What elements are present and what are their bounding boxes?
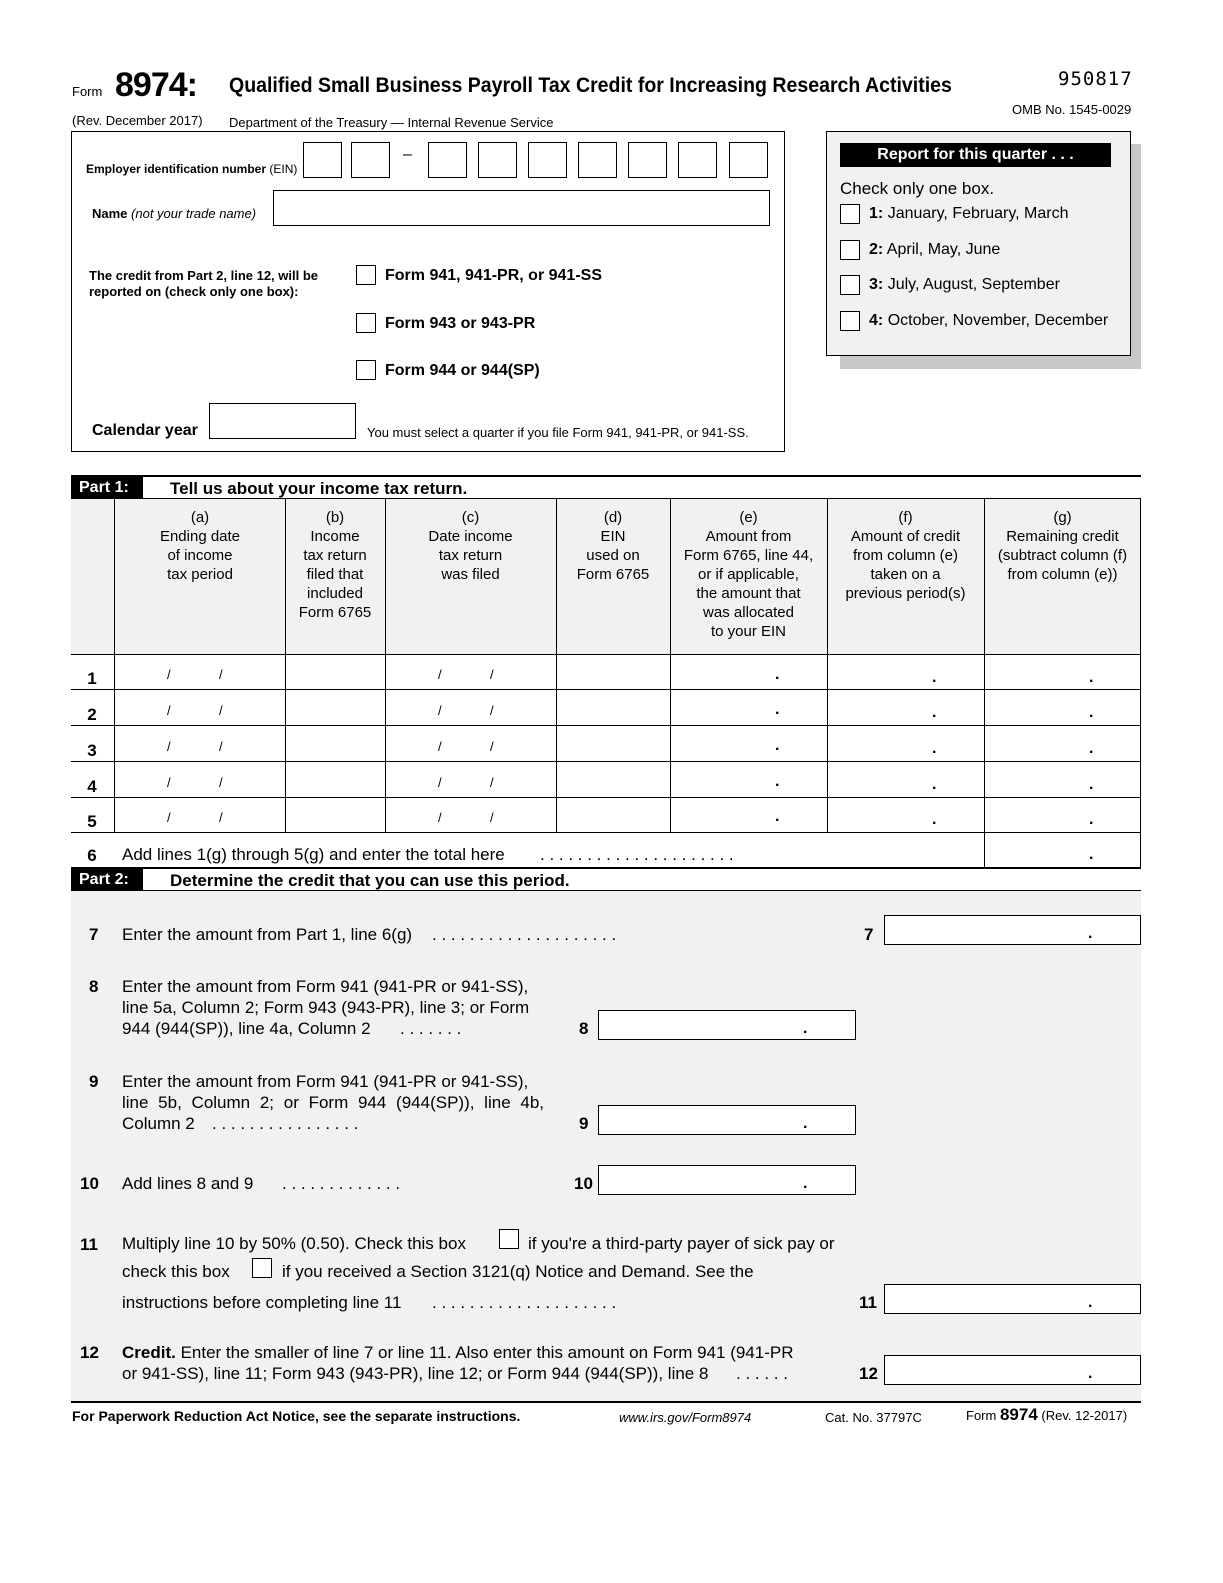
line-9-text-2: line 5b, Column 2; or Form 944 (944(SP)), line 4b, <box>122 1093 545 1112</box>
quarter-2-label: April, May, June <box>886 241 1001 258</box>
row-4-col-e-decimal: . <box>775 773 780 790</box>
form-title: Qualified Small Business Payroll Tax Credit for Increasing Research Activities <box>229 74 952 97</box>
row-1-col-d[interactable] <box>557 655 670 689</box>
row-5-col-a[interactable] <box>115 798 285 832</box>
line-6-decimal: . <box>1089 846 1094 863</box>
line-8-amount[interactable] <box>598 1010 856 1040</box>
quarter-1-row <box>869 205 1069 223</box>
col-line-end <box>1140 498 1141 868</box>
row-2-col-c-slash-1: / <box>438 703 442 718</box>
line-10-amount[interactable] <box>598 1165 856 1195</box>
row-4-col-g-decimal: . <box>1089 776 1094 793</box>
row-5-col-e[interactable] <box>671 798 827 832</box>
part2-bg <box>71 891 1141 1401</box>
row-2-col-f-decimal: . <box>932 704 937 721</box>
row-1-col-a-slash-1: / <box>167 667 171 682</box>
row-5-col-f-decimal: . <box>932 811 937 828</box>
part1-tag: Part 1: <box>71 477 143 498</box>
footer-rev: (Rev. 12-2017) <box>1041 1408 1128 1423</box>
line-11-text-1a: Multiply line 10 by 50% (0.50). Check this box <box>122 1234 466 1253</box>
row-1-col-f-decimal: . <box>932 669 937 686</box>
row-1-col-g[interactable] <box>985 655 1140 689</box>
ein-digit-2[interactable] <box>351 142 390 178</box>
line-9-leader: . . . . . . . . . . . . . . . . <box>212 1114 359 1133</box>
revision: (Rev. December 2017) <box>72 113 203 128</box>
ein-digit-4[interactable] <box>478 142 517 178</box>
third-party-sick-pay-checkbox[interactable] <box>499 1229 519 1249</box>
row-2-col-c-slash-2: / <box>490 703 494 718</box>
col-a-header: (a) Ending date of income tax period <box>159 509 241 583</box>
ein-label: Employer identification number <box>86 162 267 176</box>
line-6-total[interactable] <box>985 833 1140 867</box>
quarter-3-label: July, August, September <box>887 276 1060 293</box>
line-11-leader: . . . . . . . . . . . . . . . . . . . . <box>432 1293 617 1312</box>
name-hint: (not your trade name) <box>131 206 257 221</box>
barcode-code: 950817 <box>1058 68 1133 90</box>
line-8-text-3: 944 (944(SP)), line 4a, Column 2 <box>122 1019 371 1038</box>
row-2-col-a-slash-1: / <box>167 703 171 718</box>
ein-digit-9[interactable] <box>729 142 768 178</box>
row-5-col-f[interactable] <box>828 798 984 832</box>
line-9-number: 9 <box>89 1072 99 1091</box>
row-3-col-e[interactable] <box>671 726 827 761</box>
quarter-3-num: 3: <box>869 276 884 293</box>
line-12-number: 12 <box>80 1343 99 1362</box>
line-9-ref: 9 <box>579 1114 589 1133</box>
row-1-col-a[interactable] <box>115 655 285 689</box>
row-1-col-f[interactable] <box>828 655 984 689</box>
form-943-checkbox[interactable] <box>356 313 376 333</box>
quarter-title: Report for this quarter . . . <box>840 143 1111 167</box>
quarter-instruction: Check only one box. <box>840 179 995 198</box>
row-2-col-a-slash-2: / <box>219 703 223 718</box>
row-2-col-e-decimal: . <box>775 701 780 718</box>
row-4-col-e[interactable] <box>671 762 827 797</box>
ein-digit-7[interactable] <box>628 142 667 178</box>
row-4-col-a-slash-1: / <box>167 775 171 790</box>
row-3-col-d[interactable] <box>557 726 670 761</box>
quarter-1-checkbox[interactable] <box>840 204 860 224</box>
line-10-decimal: . <box>803 1175 808 1192</box>
line-12-decimal: . <box>1088 1365 1093 1382</box>
line-11-ref: 11 <box>859 1293 877 1312</box>
omb-number: OMB No. 1545-0029 <box>1012 102 1132 117</box>
form-944-label: Form 944 or 944(SP) <box>385 362 540 379</box>
row-1-col-g-decimal: . <box>1089 669 1094 686</box>
line-8-text-2: line 5a, Column 2; Form 943 (943-PR), line 3; or Form <box>122 998 530 1017</box>
line-12-leader: . . . . . . <box>736 1364 788 1383</box>
department: Department of the Treasury — Internal Revenue Service <box>229 115 554 130</box>
line-11-text-1b: if you're a third-party payer of sick pay or <box>528 1234 835 1253</box>
row-3-col-f[interactable] <box>828 726 984 761</box>
row-4-number: 4 <box>87 777 97 796</box>
row-5-col-e-decimal: . <box>775 808 780 825</box>
row-3-col-a-slash-2: / <box>219 739 223 754</box>
row-3-col-a[interactable] <box>115 726 285 761</box>
row-3-col-b[interactable] <box>286 726 385 761</box>
line-11-text-2a: check this box <box>122 1262 230 1281</box>
col-e-header: (e) Amount from Form 6765, line 44, or if applicable, the amount that was allocated to your EIN <box>683 509 814 640</box>
irs-url: www.irs.gov/Form8974 <box>619 1410 752 1425</box>
ein-digit-1[interactable] <box>303 142 342 178</box>
form-941-checkbox[interactable] <box>356 265 376 285</box>
row-5-col-g-decimal: . <box>1089 811 1094 828</box>
line-6-leader: . . . . . . . . . . . . . . . . . . . . . <box>540 845 734 864</box>
row-4-col-c-slash-2: / <box>490 775 494 790</box>
ein-digit-5[interactable] <box>528 142 567 178</box>
name-label: Name <box>92 206 128 221</box>
line-12-text-2: or 941-SS), line 11; Form 943 (943-PR), line 12; or Form 944 (944(SP)), line 8 <box>122 1364 709 1383</box>
line-11-amount[interactable] <box>884 1284 1141 1314</box>
part2-top-rule <box>71 867 1141 869</box>
footer-form-number: 8974 <box>999 1405 1038 1424</box>
line-10-number: 10 <box>80 1174 99 1193</box>
col-b-header: (b) Income tax return filed that included Form 6765 <box>298 509 372 621</box>
part2-title: Determine the credit that you can use this period. <box>170 871 570 890</box>
row-1-col-a-slash-2: / <box>219 667 223 682</box>
quarter-3-row <box>869 276 1060 294</box>
row-3-col-c-slash-2: / <box>490 739 494 754</box>
row-3-number: 3 <box>87 741 97 760</box>
row-2-col-b[interactable] <box>286 690 385 725</box>
form-number: 8974: <box>115 66 197 104</box>
row-5-col-a-slash-2: / <box>219 810 223 825</box>
line-8-number: 8 <box>89 977 99 996</box>
row-5-col-c-slash-1: / <box>438 810 442 825</box>
quarter-note: You must select a quarter if you file Form 941, 941-PR, or 941-SS. <box>367 425 749 440</box>
part2-tag: Part 2: <box>71 869 143 890</box>
part1-title: Tell us about your income tax return. <box>170 479 468 498</box>
row-2-number: 2 <box>87 705 97 724</box>
line-8-leader: . . . . . . . <box>400 1019 462 1038</box>
row-5-col-c[interactable] <box>386 798 556 832</box>
part1-top-rule <box>71 475 1141 477</box>
row-5-col-d[interactable] <box>557 798 670 832</box>
line-11-number: 11 <box>80 1235 98 1254</box>
row-1-col-b[interactable] <box>286 655 385 689</box>
row-1-col-c-slash-2: / <box>490 667 494 682</box>
credit-report-text: The credit from Part 2, line 12, will be reported on (check only one box): <box>89 268 319 299</box>
row-1-col-e[interactable] <box>671 655 827 689</box>
quarter-3-checkbox[interactable] <box>840 275 860 295</box>
row-1-number: 1 <box>87 669 97 688</box>
line-12-bold: Credit. <box>122 1343 176 1362</box>
row-3-col-c[interactable] <box>386 726 556 761</box>
line-11-text-3: instructions before completing line 11 <box>122 1293 402 1312</box>
form-944-checkbox[interactable] <box>356 360 376 380</box>
col-d-header: (d) EIN used on Form 6765 <box>576 509 650 583</box>
line-10-leader: . . . . . . . . . . . . . <box>282 1174 401 1193</box>
row-3-col-e-decimal: . <box>775 737 780 754</box>
ein-digit-8[interactable] <box>678 142 717 178</box>
row-2-col-a[interactable] <box>115 690 285 725</box>
quarter-2-checkbox[interactable] <box>840 240 860 260</box>
row-4-col-f[interactable] <box>828 762 984 797</box>
row-2-col-g[interactable] <box>985 690 1140 725</box>
row-3-col-g[interactable] <box>985 726 1140 761</box>
row-5-col-c-slash-2: / <box>490 810 494 825</box>
footer-form <box>966 1405 1127 1425</box>
row-5-col-b[interactable] <box>286 798 385 832</box>
line-9-decimal: . <box>803 1115 808 1132</box>
row-line-5 <box>71 832 1141 833</box>
quarter-2-num: 2: <box>869 241 884 258</box>
quarter-2-row <box>869 241 1000 259</box>
row-5-number: 5 <box>87 812 97 831</box>
quarter-1-label: January, February, March <box>887 205 1069 222</box>
form-943-label: Form 943 or 943-PR <box>385 315 536 332</box>
cat-number: Cat. No. 37797C <box>825 1410 922 1425</box>
line-6-number: 6 <box>87 846 97 865</box>
line-12-text-1: Enter the smaller of line 7 or line 11. Also enter this amount on Form 941 (941-PR <box>180 1343 794 1362</box>
line-10-ref: 10 <box>574 1174 593 1193</box>
row-1-col-c-slash-1: / <box>438 667 442 682</box>
line-9-text-1: Enter the amount from Form 941 (941-PR or 941-SS), <box>122 1072 529 1091</box>
row-3-col-g-decimal: . <box>1089 740 1094 757</box>
col-g-header: (g) Remaining credit (subtract column (f) from column (e)) <box>997 509 1128 583</box>
line-7-number: 7 <box>89 925 99 944</box>
row-2-col-d[interactable] <box>557 690 670 725</box>
line-11-decimal: . <box>1088 1294 1093 1311</box>
ein-digit-3[interactable] <box>428 142 467 178</box>
line-11-text-2b: if you received a Section 3121(q) Notice and Demand. See the <box>282 1262 754 1281</box>
quarter-1-num: 1: <box>869 205 884 222</box>
row-4-col-a[interactable] <box>115 762 285 797</box>
footer-rule <box>71 1401 1141 1403</box>
paperwork-notice: For Paperwork Reduction Act Notice, see the separate instructions. <box>72 1408 521 1424</box>
name-label-row <box>92 206 256 221</box>
row-4-col-a-slash-2: / <box>219 775 223 790</box>
line-6-text: Add lines 1(g) through 5(g) and enter the total here <box>122 845 505 864</box>
ein-digit-6[interactable] <box>578 142 617 178</box>
ein-suffix: (EIN) <box>269 162 298 176</box>
line-10-text: Add lines 8 and 9 <box>122 1174 254 1193</box>
form-941-label: Form 941, 941-PR, or 941-SS <box>385 267 602 284</box>
line-7-decimal: . <box>1088 925 1093 942</box>
row-4-col-c-slash-1: / <box>438 775 442 790</box>
row-5-col-g[interactable] <box>985 798 1140 832</box>
line-9-amount[interactable] <box>598 1105 856 1135</box>
row-2-col-c[interactable] <box>386 690 556 725</box>
line-8-decimal: . <box>803 1020 808 1037</box>
ein-dash: – <box>403 146 412 163</box>
line-7-ref: 7 <box>864 925 874 944</box>
line-7-amount[interactable] <box>884 915 1141 945</box>
footer-form-word: Form <box>966 1408 997 1423</box>
row-4-col-b[interactable] <box>286 762 385 797</box>
line-7-text: Enter the amount from Part 1, line 6(g) <box>122 925 413 944</box>
row-4-col-f-decimal: . <box>932 776 937 793</box>
line-7-leader: . . . . . . . . . . . . . . . . . . . . <box>432 925 617 944</box>
line-12-amount[interactable] <box>884 1355 1141 1385</box>
col-f-header: (f) Amount of credit from column (e) taken on a previous period(s) <box>845 509 966 602</box>
col-c-header: (c) Date income tax return was filed <box>428 509 513 583</box>
quarter-4-label: October, November, December <box>887 312 1109 329</box>
line-8-ref: 8 <box>579 1019 589 1038</box>
line-12-ref: 12 <box>859 1364 878 1383</box>
row-1-col-c[interactable] <box>386 655 556 689</box>
row-3-col-a-slash-1: / <box>167 739 171 754</box>
row-3-col-c-slash-1: / <box>438 739 442 754</box>
calendar-year-field[interactable] <box>209 403 356 439</box>
section-3121q-checkbox[interactable] <box>252 1258 272 1278</box>
row-2-col-e[interactable] <box>671 690 827 725</box>
row-4-col-g[interactable] <box>985 762 1140 797</box>
calendar-year-label: Calendar year <box>92 422 198 439</box>
line-8-text-1: Enter the amount from Form 941 (941-PR or 941-SS), <box>122 977 529 996</box>
line-9-text-3: Column 2 <box>122 1114 195 1133</box>
row-3-col-f-decimal: . <box>932 740 937 757</box>
row-1-col-e-decimal: . <box>775 666 780 683</box>
quarter-4-num: 4: <box>869 312 884 329</box>
row-4-col-c[interactable] <box>386 762 556 797</box>
row-2-col-g-decimal: . <box>1089 704 1094 721</box>
form-word: Form <box>72 84 103 99</box>
row-2-col-f[interactable] <box>828 690 984 725</box>
quarter-4-checkbox[interactable] <box>840 311 860 331</box>
name-field[interactable] <box>273 190 770 226</box>
quarter-4-row <box>869 312 1108 330</box>
ein-label-row <box>86 162 297 176</box>
row-4-col-d[interactable] <box>557 762 670 797</box>
row-5-col-a-slash-1: / <box>167 810 171 825</box>
line-12-text-1-row <box>122 1342 794 1363</box>
